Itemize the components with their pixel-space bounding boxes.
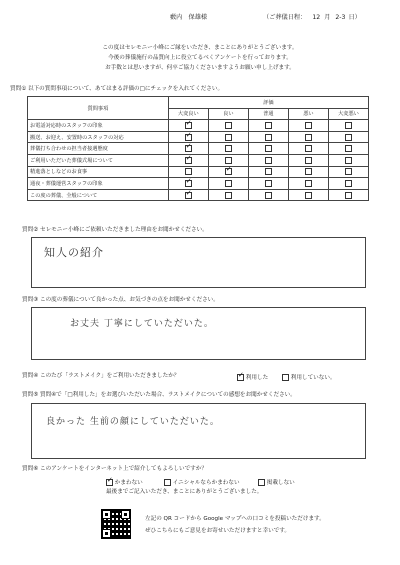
q6-checkbox-no[interactable] xyxy=(258,479,265,486)
rating-cell xyxy=(328,166,368,178)
table-row xyxy=(28,154,369,166)
q6-checkbox-initials[interactable] xyxy=(164,479,171,486)
table-row xyxy=(28,189,369,201)
question-item-label: 通夜・葬儀運営スタッフの印象 xyxy=(28,178,169,190)
rating-checkbox[interactable] xyxy=(345,145,352,152)
question-item-label: 精進落としなどのお食事 xyxy=(28,166,169,178)
table-row xyxy=(28,131,369,143)
question-4 xyxy=(22,373,179,380)
rating-checkbox[interactable] xyxy=(185,157,192,164)
rating-cell xyxy=(168,178,208,190)
intro-line-1: この度はセレモニー小峰にご縁をいただき、まことにありがとうございます。 xyxy=(102,45,298,51)
rating-checkbox[interactable] xyxy=(265,192,272,199)
rating-checkbox[interactable] xyxy=(185,145,192,152)
rating-cell xyxy=(248,120,288,132)
qr-code-icon[interactable] xyxy=(101,509,131,539)
rating-checkbox[interactable] xyxy=(345,122,352,129)
rating-checkbox[interactable] xyxy=(345,192,352,199)
question-6-prefix: 質問⑥ xyxy=(22,466,39,472)
rating-cell xyxy=(328,120,368,132)
rating-column-0: 大変良い xyxy=(168,108,208,120)
rating-checkbox[interactable] xyxy=(345,180,352,187)
rating-checkbox[interactable] xyxy=(185,180,192,187)
rating-checkbox[interactable] xyxy=(305,157,312,164)
rating-cell xyxy=(168,189,208,201)
q4-checkbox-used[interactable] xyxy=(237,374,244,381)
table-row xyxy=(28,120,369,132)
table-row xyxy=(28,178,369,190)
q6-option-initials-label: イニシャルならかまわない xyxy=(172,480,240,486)
footer-line-1: 左記の QR コードから Google マップへの口コミを投稿いただけます。 xyxy=(145,516,325,522)
rating-cell xyxy=(208,166,248,178)
date-month: 12 xyxy=(312,14,321,21)
table-row xyxy=(28,143,369,155)
rating-checkbox[interactable] xyxy=(225,157,232,164)
rating-checkbox[interactable] xyxy=(185,192,192,199)
rating-checkbox[interactable] xyxy=(345,157,352,164)
question-4-prefix: 質問④ xyxy=(22,373,39,379)
question-item-label: この度の葬儀、全般について xyxy=(28,189,169,201)
rating-cell xyxy=(168,154,208,166)
q6-option-no[interactable] xyxy=(258,478,295,486)
rating-cell xyxy=(168,166,208,178)
rating-cell xyxy=(208,189,248,201)
date-label: （ご葬儀日程： xyxy=(263,14,307,21)
question-1-prefix: 質問① xyxy=(10,86,27,92)
rating-cell xyxy=(288,120,328,132)
question-6-text: このアンケートをインターネット上で紹介してもよろしいですか？ xyxy=(39,466,207,472)
rating-checkbox[interactable] xyxy=(265,180,272,187)
date-day-unit: 日） xyxy=(348,14,361,21)
rating-cell xyxy=(288,178,328,190)
rating-checkbox[interactable] xyxy=(265,122,272,129)
rating-table xyxy=(27,96,369,201)
rating-cell xyxy=(288,154,328,166)
question-2-prefix: 質問② xyxy=(22,227,39,233)
rating-checkbox[interactable] xyxy=(305,134,312,141)
q4-option-used[interactable] xyxy=(237,373,268,381)
rating-checkbox[interactable] xyxy=(265,134,272,141)
rating-cell xyxy=(248,178,288,190)
answer-box-5[interactable] xyxy=(31,403,366,459)
rating-checkbox[interactable] xyxy=(305,145,312,152)
question-5-text: 質問④で「□利用した」をお選びいただいた場合、ラストメイクについての感想をお聞かせください。 xyxy=(39,392,296,398)
rating-cell xyxy=(328,178,368,190)
rating-column-4: 大変悪い xyxy=(328,108,368,120)
rating-checkbox[interactable] xyxy=(225,180,232,187)
q6-option-initials[interactable] xyxy=(164,478,240,486)
family-name: 藪内 保雄様 xyxy=(170,14,208,21)
rating-cell xyxy=(248,131,288,143)
rating-checkbox[interactable] xyxy=(265,157,272,164)
question-item-label: 葬儀打ち合わせの担当者接遇態度 xyxy=(28,143,169,155)
question-1-text: 以下の質問事項について、あてはまる評価の□にチェックを入れてください。 xyxy=(27,86,224,92)
rating-cell xyxy=(288,166,328,178)
item-header: 質問事項 xyxy=(28,97,169,120)
answer-box-3[interactable] xyxy=(31,307,366,360)
answer-5-text: 良かった 生前の顔にしていただいた。 xyxy=(46,417,220,427)
intro-line-2: 今後の葬儀施行の品質向上に役立てるべくアンケートを行っております。 xyxy=(108,55,292,61)
question-4-text: このたび「ラストメイク」をご利用いただきましたか？ xyxy=(39,373,180,379)
answer-3-text: お丈夫 丁寧にしていただいた。 xyxy=(70,319,214,329)
rating-checkbox[interactable] xyxy=(225,192,232,199)
rating-cell xyxy=(248,189,288,201)
rating-cell xyxy=(208,154,248,166)
rating-column-3: 悪い xyxy=(288,108,328,120)
question-5 xyxy=(22,392,296,399)
question-5-prefix: 質問⑤ xyxy=(22,392,39,398)
rating-checkbox[interactable] xyxy=(265,168,272,175)
rating-cell xyxy=(168,131,208,143)
question-2 xyxy=(22,227,208,234)
q6-option-no-label: 掲載しない xyxy=(266,480,295,486)
table-row xyxy=(28,166,369,178)
rating-checkbox[interactable] xyxy=(225,122,232,129)
q6-option-ok-label: かまわない xyxy=(114,480,143,486)
question-item-label: お電話対応時のスタッフの印象 xyxy=(28,120,169,132)
question-6 xyxy=(22,466,207,473)
rating-cell xyxy=(328,154,368,166)
rating-checkbox[interactable] xyxy=(185,168,192,175)
question-item-label: ご利用いただいた葬儀式場について xyxy=(28,154,169,166)
date-month-unit: 月 xyxy=(324,14,331,21)
rating-cell xyxy=(328,143,368,155)
rating-cell xyxy=(248,143,288,155)
rating-checkbox[interactable] xyxy=(305,192,312,199)
rating-header: 評価 xyxy=(168,97,368,109)
rating-cell xyxy=(168,143,208,155)
funeral-date xyxy=(263,14,361,22)
rating-checkbox[interactable] xyxy=(185,134,192,141)
rating-cell xyxy=(288,131,328,143)
rating-cell xyxy=(208,120,248,132)
rating-cell xyxy=(248,166,288,178)
q4-checkbox-not-used[interactable] xyxy=(282,374,289,381)
rating-checkbox[interactable] xyxy=(345,134,352,141)
intro-line-3: お手数とは思いますが、何卒ご協力くださいますようお願い申し上げます。 xyxy=(105,65,295,71)
q6-option-ok[interactable] xyxy=(106,478,143,486)
answer-2-text: 知人の紹介 xyxy=(44,246,104,259)
rating-checkbox[interactable] xyxy=(265,145,272,152)
rating-checkbox[interactable] xyxy=(305,180,312,187)
rating-cell xyxy=(288,189,328,201)
q6-checkbox-ok[interactable] xyxy=(106,479,113,486)
closing-message: 最後までご記入いただき、まことにありがとうございました。 xyxy=(106,489,263,495)
rating-cell xyxy=(328,189,368,201)
q4-option-not-used-label: 利用していない。 xyxy=(290,375,336,381)
rating-cell xyxy=(328,131,368,143)
date-days: 2-3 xyxy=(335,14,346,21)
rating-checkbox[interactable] xyxy=(185,122,192,129)
question-item-label: 搬送、お迎え、安置時のスタッフの対応 xyxy=(28,131,169,143)
rating-cell xyxy=(208,143,248,155)
q4-option-not-used[interactable] xyxy=(282,373,336,381)
question-2-text: セレモニー小峰にご依頼いただきました理由をお聞かせください。 xyxy=(39,227,208,233)
rating-checkbox[interactable] xyxy=(225,168,232,175)
question-3-text: この度の葬儀について良かった点、お気づきの点をお聞かせください。 xyxy=(39,297,219,303)
q4-option-used-label: 利用した xyxy=(245,375,269,381)
question-1 xyxy=(10,86,223,93)
rating-cell xyxy=(208,178,248,190)
footer-line-2: ぜひこちらにもご意見をお寄せいただけますと幸いです。 xyxy=(145,528,290,534)
rating-cell xyxy=(208,131,248,143)
rating-checkbox[interactable] xyxy=(345,168,352,175)
question-3-prefix: 質問③ xyxy=(22,297,39,303)
rating-cell xyxy=(168,120,208,132)
rating-checkbox[interactable] xyxy=(225,134,232,141)
rating-column-2: 普通 xyxy=(248,108,288,120)
rating-column-1: 良い xyxy=(208,108,248,120)
rating-checkbox[interactable] xyxy=(225,145,232,152)
rating-cell xyxy=(248,154,288,166)
answer-box-2[interactable] xyxy=(31,237,366,288)
question-3 xyxy=(22,297,219,304)
rating-checkbox[interactable] xyxy=(305,122,312,129)
rating-cell xyxy=(288,143,328,155)
rating-checkbox[interactable] xyxy=(305,168,312,175)
